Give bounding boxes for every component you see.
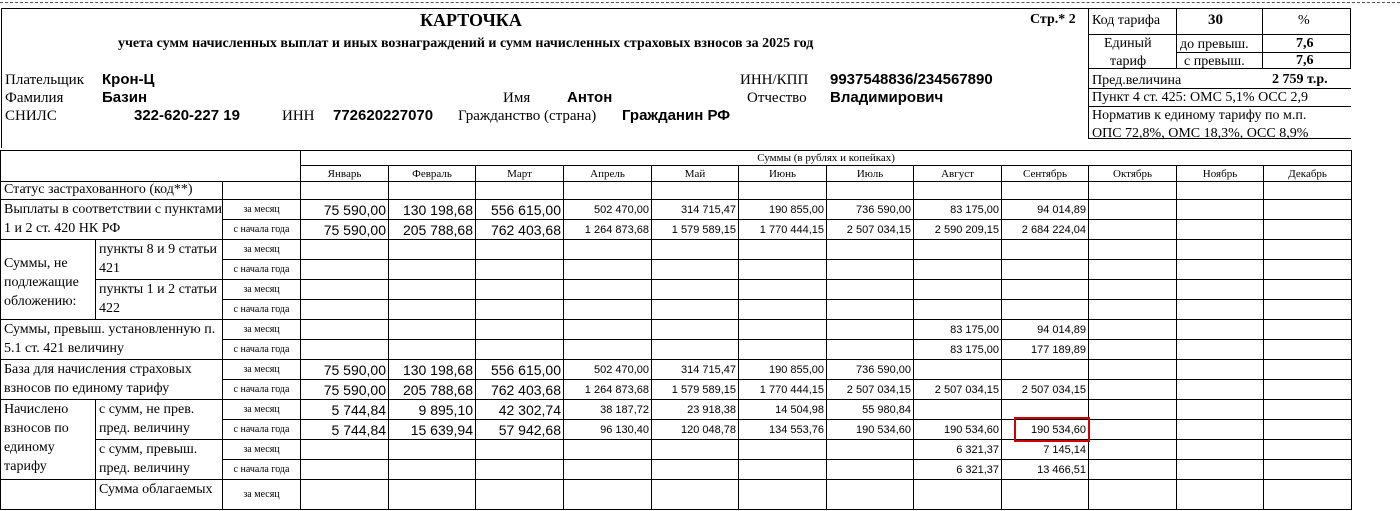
base-label: База для начисления страховых взносов по единому тарифу bbox=[1, 360, 223, 400]
inn-value: 772620227070 bbox=[333, 107, 434, 124]
value-cell bbox=[1002, 360, 1089, 380]
value-cell bbox=[301, 320, 389, 340]
table-row bbox=[1, 480, 1352, 510]
empty-cell bbox=[914, 280, 1002, 300]
value-cell: 6 321,37 bbox=[914, 460, 1002, 480]
empty-cell bbox=[739, 240, 827, 260]
below-limit-rate: 7,6 bbox=[1296, 36, 1314, 51]
limit-value: 2 759 т.р. bbox=[1272, 72, 1328, 87]
value-cell bbox=[914, 360, 1002, 380]
period-month: за месяц bbox=[223, 360, 301, 380]
value-cell bbox=[1264, 400, 1352, 420]
empty-cell bbox=[389, 260, 476, 280]
value-cell: 7 145,14 bbox=[1002, 440, 1089, 460]
empty-cell bbox=[652, 260, 739, 280]
value-cell bbox=[1177, 460, 1264, 480]
left-frame-line bbox=[1, 8, 2, 148]
value-cell bbox=[476, 340, 564, 360]
value-cell bbox=[1089, 380, 1177, 400]
value-cell bbox=[1264, 200, 1352, 220]
empty-cell bbox=[1264, 480, 1352, 510]
month-header: Январь bbox=[301, 166, 389, 182]
value-cell bbox=[564, 460, 652, 480]
value-cell bbox=[564, 340, 652, 360]
value-cell bbox=[1264, 360, 1352, 380]
value-cell: 190 534,60 bbox=[827, 420, 914, 440]
value-cell bbox=[1177, 440, 1264, 460]
value-cell bbox=[1089, 320, 1177, 340]
value-cell bbox=[1089, 440, 1177, 460]
value-cell bbox=[1177, 220, 1264, 240]
tariff-pct-label: % bbox=[1298, 13, 1310, 28]
value-cell: 314 715,47 bbox=[652, 360, 739, 380]
table-row bbox=[1, 240, 1352, 260]
empty-cell bbox=[301, 300, 389, 320]
status-code-cell bbox=[223, 182, 301, 200]
empty-cell bbox=[301, 280, 389, 300]
charged-sub1: с сумм, не прев. пред. величину bbox=[96, 400, 223, 440]
table-row bbox=[1, 440, 1352, 460]
value-cell: 75 590,00 bbox=[301, 200, 389, 220]
empty-cell bbox=[1177, 240, 1264, 260]
empty-cell bbox=[476, 240, 564, 260]
empty-cell bbox=[301, 480, 389, 510]
page-number: Стр.* 2 bbox=[1030, 12, 1076, 27]
value-cell bbox=[476, 460, 564, 480]
value-cell: 14 504,98 bbox=[739, 400, 827, 420]
period-year: с начала года bbox=[223, 340, 301, 360]
empty-cell bbox=[1089, 260, 1177, 280]
value-cell bbox=[1177, 360, 1264, 380]
norm-note-1: Норматив к единому тарифу по м.п. bbox=[1092, 108, 1307, 123]
empty-cell bbox=[476, 182, 564, 200]
value-cell bbox=[652, 320, 739, 340]
value-cell: 130 198,68 bbox=[389, 360, 476, 380]
inn-kpp-label: ИНН/КПП bbox=[740, 72, 809, 88]
single-tariff-label-1: Единый bbox=[1104, 36, 1152, 51]
empty-cell bbox=[1177, 182, 1264, 200]
empty-cell bbox=[827, 280, 914, 300]
empty-cell bbox=[652, 182, 739, 200]
value-cell bbox=[301, 340, 389, 360]
period-month: за месяц bbox=[223, 480, 301, 510]
value-cell: 736 590,00 bbox=[827, 360, 914, 380]
empty-cell bbox=[652, 300, 739, 320]
value-cell bbox=[827, 440, 914, 460]
empty-cell bbox=[739, 260, 827, 280]
value-cell: 94 014,89 bbox=[1002, 200, 1089, 220]
limit-label: Пред.величина bbox=[1092, 73, 1182, 88]
value-cell bbox=[827, 320, 914, 340]
value-cell: 5 744,84 bbox=[301, 400, 389, 420]
value-cell bbox=[652, 460, 739, 480]
empty-cell bbox=[1002, 260, 1089, 280]
value-cell bbox=[476, 440, 564, 460]
payer-value: Крон-Ц bbox=[102, 71, 155, 88]
value-cell: 2 507 034,15 bbox=[1002, 380, 1089, 400]
value-cell: 190 855,00 bbox=[739, 360, 827, 380]
value-cell: 2 684 224,04 bbox=[1002, 220, 1089, 240]
name-value: Антон bbox=[567, 89, 613, 106]
empty-cell bbox=[827, 480, 914, 510]
value-cell: 762 403,68 bbox=[476, 380, 564, 400]
value-cell bbox=[739, 460, 827, 480]
value-cell bbox=[1089, 200, 1177, 220]
page-subtitle: учета сумм начисленных выплат и иных вознаграждений и сумм начисленных страховых взносов за 2025 год bbox=[118, 36, 814, 51]
charged-sub2: с сумм, превыш. пред. величину bbox=[96, 440, 223, 480]
month-header: Июнь bbox=[739, 166, 827, 182]
value-cell: 38 187,72 bbox=[564, 400, 652, 420]
empty-cell bbox=[1089, 280, 1177, 300]
value-cell bbox=[476, 320, 564, 340]
surname-value: Базин bbox=[102, 89, 148, 106]
month-header: Декабрь bbox=[1264, 166, 1352, 182]
nontax-label: Суммы, не подлежащие обложению: bbox=[1, 240, 96, 320]
value-cell: 762 403,68 bbox=[476, 220, 564, 240]
exceed-label: Суммы, превыш. установленную п. 5.1 ст. 421 величину bbox=[1, 320, 223, 360]
value-cell: 2 507 034,15 bbox=[914, 380, 1002, 400]
empty-cell bbox=[914, 260, 1002, 280]
value-cell: 5 744,84 bbox=[301, 420, 389, 440]
single-tariff-label-2: тариф bbox=[1110, 54, 1147, 68]
empty-cell bbox=[1264, 240, 1352, 260]
empty-cell bbox=[476, 300, 564, 320]
empty-cell bbox=[1089, 240, 1177, 260]
value-cell bbox=[389, 460, 476, 480]
empty-cell bbox=[301, 240, 389, 260]
value-cell: 1 264 873,68 bbox=[564, 220, 652, 240]
value-cell: 83 175,00 bbox=[914, 200, 1002, 220]
value-cell bbox=[1177, 320, 1264, 340]
empty-cell bbox=[914, 300, 1002, 320]
empty-cell bbox=[389, 300, 476, 320]
empty-cell bbox=[652, 280, 739, 300]
value-cell: 314 715,47 bbox=[652, 200, 739, 220]
value-cell bbox=[827, 460, 914, 480]
month-header: Октябрь bbox=[1089, 166, 1177, 182]
sums-header: Суммы (в рублях и копейках) bbox=[301, 151, 1352, 166]
period-month: за месяц bbox=[223, 320, 301, 340]
value-cell: 6 321,37 bbox=[914, 440, 1002, 460]
value-cell bbox=[1264, 220, 1352, 240]
value-cell bbox=[739, 320, 827, 340]
value-cell: 2 507 034,15 bbox=[827, 220, 914, 240]
value-cell: 1 579 589,15 bbox=[652, 220, 739, 240]
inn-kpp-value: 9937548836/234567890 bbox=[830, 71, 993, 88]
status-label: Статус застрахованного (код**) bbox=[1, 182, 223, 200]
value-cell: 55 980,84 bbox=[827, 400, 914, 420]
snils-value: 322-620-227 19 bbox=[134, 107, 240, 124]
empty-cell bbox=[389, 480, 476, 510]
empty-cell bbox=[564, 260, 652, 280]
table-row bbox=[1, 182, 1352, 200]
month-header: Март bbox=[476, 166, 564, 182]
value-cell: 13 466,51 bbox=[1002, 460, 1089, 480]
value-cell bbox=[1177, 380, 1264, 400]
value-cell: 502 470,00 bbox=[564, 360, 652, 380]
empty-cell bbox=[1177, 480, 1264, 510]
header-empty bbox=[1, 151, 301, 182]
period-year: с начала года bbox=[223, 420, 301, 440]
period-year: с начала года bbox=[223, 220, 301, 240]
contributions-table bbox=[0, 150, 1352, 510]
empty-cell bbox=[827, 300, 914, 320]
month-header: Апрель bbox=[564, 166, 652, 182]
empty-cell bbox=[1002, 182, 1089, 200]
value-cell bbox=[1177, 420, 1264, 440]
value-cell: 2 507 034,15 bbox=[827, 380, 914, 400]
month-header: Август bbox=[914, 166, 1002, 182]
table-row bbox=[1, 320, 1352, 340]
month-header: Ноябрь bbox=[1177, 166, 1264, 182]
empty-cell bbox=[1089, 182, 1177, 200]
table-row bbox=[1, 151, 1352, 166]
period-year: с начала года bbox=[223, 380, 301, 400]
period-year: с начала года bbox=[223, 460, 301, 480]
value-cell: 1 770 444,15 bbox=[739, 380, 827, 400]
period-month: за месяц bbox=[223, 280, 301, 300]
table-row bbox=[1, 200, 1352, 220]
value-cell bbox=[1089, 220, 1177, 240]
value-cell: 75 590,00 bbox=[301, 220, 389, 240]
value-cell: 2 590 209,15 bbox=[914, 220, 1002, 240]
page-title: КАРТОЧКА bbox=[420, 10, 522, 30]
value-cell: 205 788,68 bbox=[389, 220, 476, 240]
empty-cell bbox=[1002, 280, 1089, 300]
payments-label: Выплаты в соответствии с пунктами 1 и 2 ст. 420 НК РФ bbox=[1, 200, 223, 240]
value-cell bbox=[914, 400, 1002, 420]
value-cell bbox=[1264, 460, 1352, 480]
value-cell: 556 615,00 bbox=[476, 360, 564, 380]
value-cell: 130 198,68 bbox=[389, 200, 476, 220]
tariff-code-value: 30 bbox=[1208, 12, 1223, 28]
value-cell bbox=[1177, 400, 1264, 420]
value-cell bbox=[1177, 200, 1264, 220]
value-cell: 83 175,00 bbox=[914, 320, 1002, 340]
empty-cell bbox=[827, 260, 914, 280]
empty-cell bbox=[827, 182, 914, 200]
value-cell bbox=[652, 340, 739, 360]
month-header: Февраль bbox=[389, 166, 476, 182]
empty-cell bbox=[564, 240, 652, 260]
empty-cell bbox=[301, 260, 389, 280]
norm-note-2: ОПС 72,8%, ОМС 18,3%, ОСС 8,9% bbox=[1092, 126, 1309, 138]
value-cell: 15 639,94 bbox=[389, 420, 476, 440]
value-cell bbox=[1264, 320, 1352, 340]
value-cell: 75 590,00 bbox=[301, 360, 389, 380]
top-frame-line bbox=[1, 8, 1088, 9]
value-cell bbox=[739, 340, 827, 360]
empty-cell bbox=[476, 280, 564, 300]
value-cell bbox=[301, 440, 389, 460]
value-cell: 1 770 444,15 bbox=[739, 220, 827, 240]
value-cell: 134 553,76 bbox=[739, 420, 827, 440]
taxable-sub: Сумма облагаемых bbox=[96, 480, 223, 510]
empty-cell bbox=[1264, 300, 1352, 320]
surname-label: Фамилия bbox=[5, 90, 64, 106]
empty-cell bbox=[739, 480, 827, 510]
value-cell bbox=[1264, 380, 1352, 400]
value-cell: 94 014,89 bbox=[1002, 320, 1089, 340]
value-cell bbox=[652, 440, 739, 460]
citizenship-label: Гражданство (страна) bbox=[458, 108, 597, 124]
value-cell: 736 590,00 bbox=[827, 200, 914, 220]
point4-note: Пункт 4 ст. 425: ОМС 5,1% ОСС 2,9 bbox=[1092, 90, 1309, 105]
value-cell bbox=[1089, 420, 1177, 440]
value-cell: 42 302,74 bbox=[476, 400, 564, 420]
period-year: с начала года bbox=[223, 260, 301, 280]
empty-cell bbox=[1002, 240, 1089, 260]
above-limit-label: с превыш. bbox=[1184, 54, 1245, 68]
value-cell: 9 895,10 bbox=[389, 400, 476, 420]
value-cell: 190 534,60 bbox=[1002, 420, 1089, 440]
value-cell bbox=[1089, 360, 1177, 380]
value-cell: 190 534,60 bbox=[914, 420, 1002, 440]
empty-cell bbox=[914, 480, 1002, 510]
name-label: Имя bbox=[503, 90, 531, 106]
empty-cell bbox=[827, 240, 914, 260]
empty-cell bbox=[652, 480, 739, 510]
value-cell: 1 579 589,15 bbox=[652, 380, 739, 400]
patronymic-value: Владимирович bbox=[830, 89, 944, 106]
tariff-code-label: Код тарифа bbox=[1092, 13, 1161, 28]
value-cell: 205 788,68 bbox=[389, 380, 476, 400]
empty-cell bbox=[389, 280, 476, 300]
value-cell: 75 590,00 bbox=[301, 380, 389, 400]
value-cell: 502 470,00 bbox=[564, 200, 652, 220]
empty-cell bbox=[564, 300, 652, 320]
period-month: за месяц bbox=[223, 240, 301, 260]
empty-cell bbox=[1002, 480, 1089, 510]
empty-cell bbox=[739, 280, 827, 300]
charged-label: Начислено взносов по единому тарифу bbox=[1, 400, 96, 480]
period-month: за месяц bbox=[223, 400, 301, 420]
snils-label: СНИЛС bbox=[5, 108, 57, 124]
value-cell: 120 048,78 bbox=[652, 420, 739, 440]
below-limit-label: до превыш. bbox=[1180, 37, 1249, 52]
empty-cell bbox=[301, 182, 389, 200]
inn-label: ИНН bbox=[282, 108, 315, 124]
value-cell bbox=[1264, 340, 1352, 360]
month-header: Сентябрь bbox=[1002, 166, 1089, 182]
empty-cell bbox=[1264, 280, 1352, 300]
empty-cell bbox=[1089, 300, 1177, 320]
value-cell bbox=[827, 340, 914, 360]
value-cell: 190 855,00 bbox=[739, 200, 827, 220]
value-cell: 96 130,40 bbox=[564, 420, 652, 440]
empty-cell bbox=[1, 480, 96, 510]
empty-cell bbox=[739, 300, 827, 320]
empty-cell bbox=[389, 240, 476, 260]
value-cell bbox=[389, 440, 476, 460]
empty-cell bbox=[914, 182, 1002, 200]
value-cell bbox=[1089, 460, 1177, 480]
value-cell bbox=[739, 440, 827, 460]
above-limit-rate: 7,6 bbox=[1296, 53, 1314, 68]
empty-cell bbox=[1264, 182, 1352, 200]
value-cell bbox=[564, 320, 652, 340]
value-cell: 23 918,38 bbox=[652, 400, 739, 420]
period-month: за месяц bbox=[223, 200, 301, 220]
period-month: за месяц bbox=[223, 440, 301, 460]
empty-cell bbox=[564, 280, 652, 300]
highlighted-cell bbox=[1014, 417, 1090, 442]
empty-cell bbox=[476, 480, 564, 510]
empty-cell bbox=[1002, 300, 1089, 320]
empty-cell bbox=[389, 182, 476, 200]
empty-cell bbox=[1089, 480, 1177, 510]
value-cell bbox=[564, 440, 652, 460]
value-cell bbox=[301, 460, 389, 480]
value-cell: 1 264 873,68 bbox=[564, 380, 652, 400]
citizenship-value: Гражданин РФ bbox=[622, 107, 731, 124]
month-header: Июль bbox=[827, 166, 914, 182]
empty-cell bbox=[476, 260, 564, 280]
period-year: с начала года bbox=[223, 300, 301, 320]
value-cell: 556 615,00 bbox=[476, 200, 564, 220]
value-cell bbox=[1264, 440, 1352, 460]
month-header: Май bbox=[652, 166, 739, 182]
value-cell bbox=[389, 320, 476, 340]
value-cell bbox=[389, 340, 476, 360]
empty-cell bbox=[914, 240, 1002, 260]
table-row bbox=[1, 360, 1352, 380]
empty-cell bbox=[1177, 300, 1264, 320]
patronymic-label: Отчество bbox=[747, 90, 807, 106]
nontax-sub1: пункты 8 и 9 статьи 421 bbox=[96, 240, 223, 280]
empty-cell bbox=[652, 240, 739, 260]
payer-label: Плательщик bbox=[5, 72, 84, 88]
value-cell bbox=[1089, 340, 1177, 360]
empty-cell bbox=[1177, 280, 1264, 300]
value-cell bbox=[1089, 400, 1177, 420]
empty-cell bbox=[564, 182, 652, 200]
table-row bbox=[1, 280, 1352, 300]
empty-cell bbox=[1177, 260, 1264, 280]
value-cell: 57 942,68 bbox=[476, 420, 564, 440]
nontax-sub2: пункты 1 и 2 статьи 422 bbox=[96, 280, 223, 320]
value-cell bbox=[1264, 420, 1352, 440]
empty-cell bbox=[739, 182, 827, 200]
empty-cell bbox=[1264, 260, 1352, 280]
value-cell: 177 189,89 bbox=[1002, 340, 1089, 360]
empty-cell bbox=[564, 480, 652, 510]
value-cell: 83 175,00 bbox=[914, 340, 1002, 360]
top-dashed-rule bbox=[0, 2, 1400, 3]
value-cell bbox=[1177, 340, 1264, 360]
table-row bbox=[1, 400, 1352, 420]
